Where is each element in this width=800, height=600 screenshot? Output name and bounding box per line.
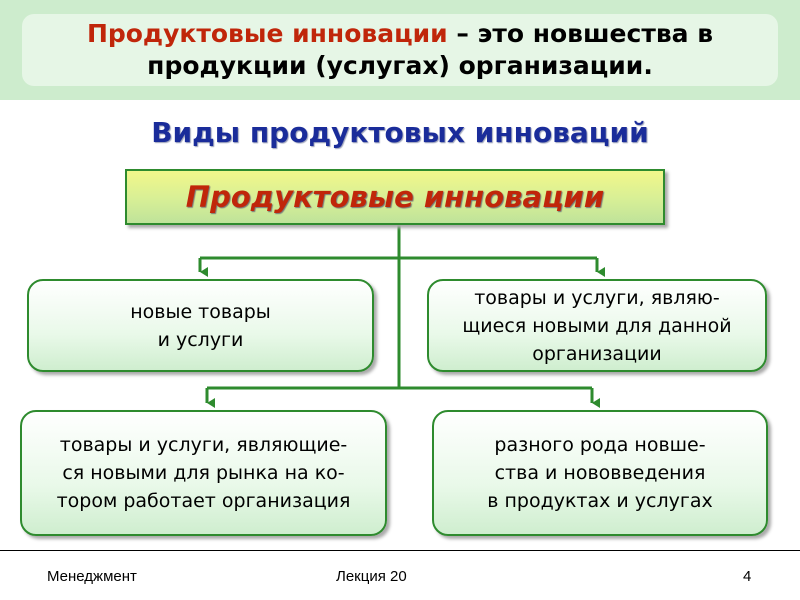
title-definition: – это новшества в продукции (услугах) организации. — [147, 19, 714, 80]
footer-course: Менеджмент — [47, 568, 137, 585]
child-node-various-innovations — [432, 410, 768, 536]
root-node-label: Продуктовые инновации — [185, 180, 605, 214]
child-node-new-products — [27, 279, 374, 372]
child-node-label: товары и услуги, являющие- ся новыми для рынка на ко- тором работает организация — [56, 434, 351, 512]
child-node-new-for-market — [20, 410, 387, 536]
footer-divider — [0, 550, 800, 551]
child-node-label: товары и услуги, являю- щиеся новыми для данной организации — [462, 286, 732, 365]
footer-page-number: 4 — [743, 568, 752, 585]
child-node-label: разного рода новше- ства и нововведения в продуктах и услугах — [487, 434, 713, 512]
root-node — [125, 169, 665, 225]
footer-lecture: Лекция 20 — [336, 568, 407, 585]
title-term: Продуктовые инновации — [86, 19, 448, 48]
child-node-label: новые товары и услуги — [130, 300, 271, 351]
diagram-heading: Виды продуктовых инноваций — [151, 116, 649, 149]
child-node-new-for-organization — [427, 279, 767, 372]
